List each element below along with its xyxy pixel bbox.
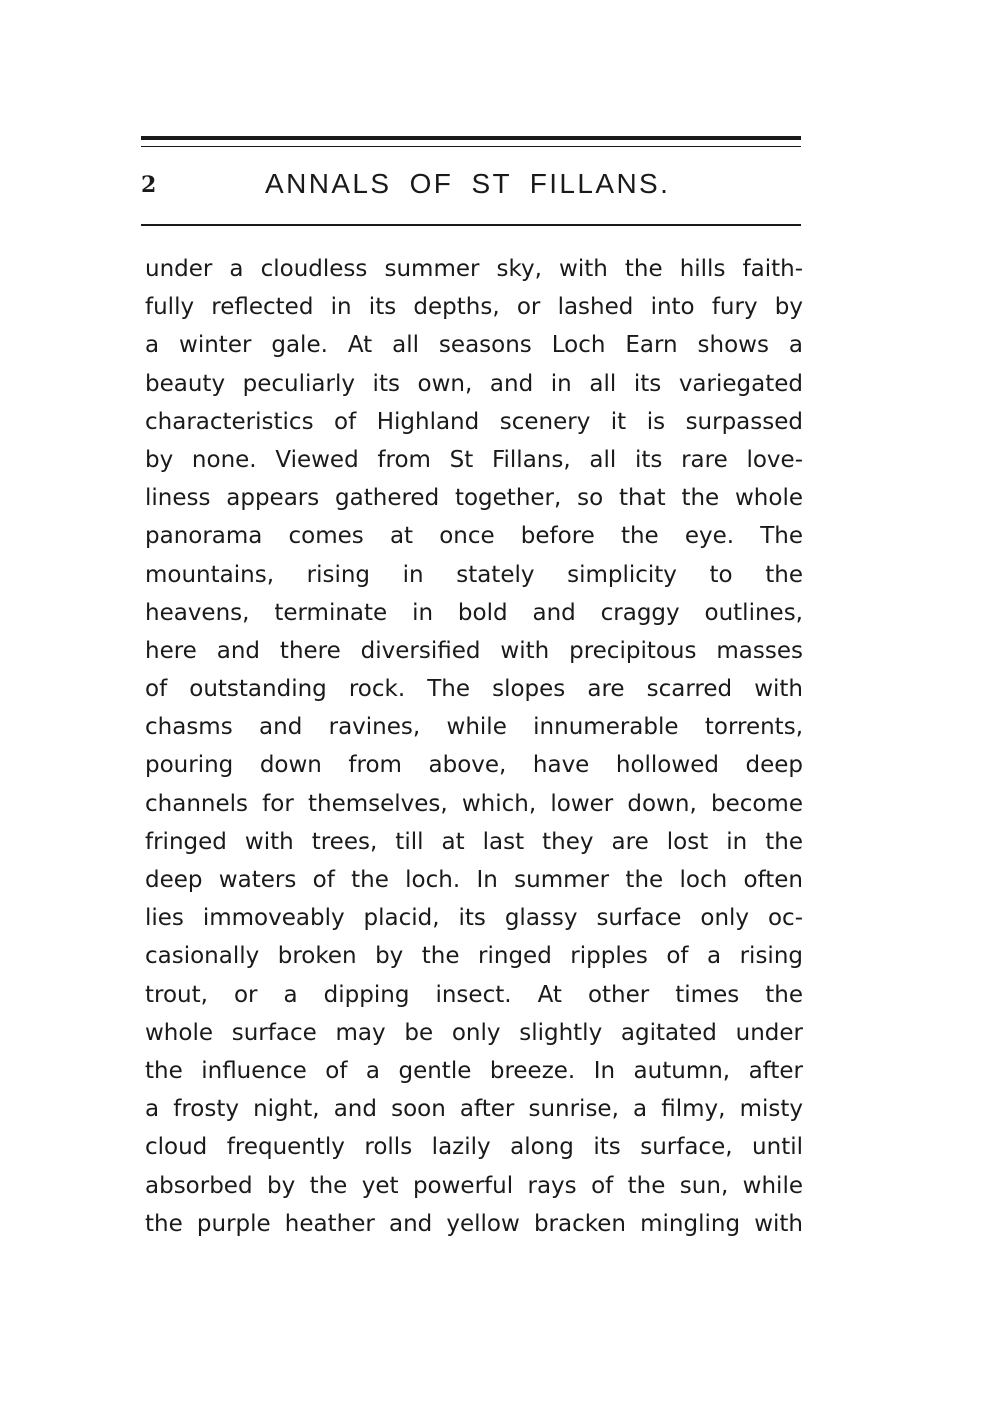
text-line: cloud frequently rolls lazily along its surface, until (145, 1134, 803, 1161)
text-line: deep waters of the loch. In summer the loch often (145, 867, 803, 893)
running-title: ANNALS OF ST FILLANS. (265, 168, 671, 199)
text-line: liness appears gathered together, so that the whole (145, 485, 803, 512)
text-line: chasms and ravines, while innumerable torrents, (145, 714, 803, 741)
text-line: pouring down from above, have hollowed deep (145, 752, 803, 779)
text-line: trout, or a dipping insect. At other times the (145, 981, 803, 1008)
text-line: by none. Viewed from St Fillans, all its rare love- (145, 446, 803, 473)
text-line: of outstanding rock. The slopes are scarred with (145, 676, 803, 703)
text-line: channels for themselves, which, lower down, become (145, 790, 803, 817)
header-underline-rule (141, 224, 801, 226)
text-line: characteristics of Highland scenery it is surpassed (145, 408, 803, 435)
text-line: absorbed by the yet powerful rays of the sun, while (145, 1172, 803, 1199)
text-line: a winter gale. At all seasons Loch Earn shows a (145, 332, 803, 359)
header-double-rule-thin (141, 146, 801, 147)
text-line: the purple heather and yellow bracken mingling with (145, 1210, 803, 1237)
text-line: a frosty night, and soon after sunrise, a filmy, misty (145, 1096, 803, 1123)
text-line: the influence of a gentle breeze. In autumn, after (145, 1057, 803, 1084)
text-line: lies immoveably placid, its glassy surface only oc- (145, 905, 803, 932)
running-head (141, 168, 801, 212)
text-line: mountains, rising in stately simplicity to the (145, 561, 803, 588)
text-line: fringed with trees, till at last they are lost in the (145, 828, 803, 855)
text-line: whole surface may be only slightly agitated under (145, 1019, 803, 1046)
text-line: fully reflected in its depths, or lashed into fury by (145, 294, 803, 321)
page-number: 2 (141, 172, 157, 198)
text-line: beauty peculiarly its own, and in all its variegated (145, 370, 803, 397)
text-line: under a cloudless summer sky, with the hills faith- (145, 256, 803, 282)
text-line: casionally broken by the ringed ripples of a rising (145, 943, 803, 970)
body-paragraph (145, 250, 803, 1243)
text-line: here and there diversified with precipitous masses (145, 637, 803, 664)
text-line: panorama comes at once before the eye. The (145, 523, 803, 550)
header-double-rule-thick (141, 136, 801, 140)
text-line: heavens, terminate in bold and craggy outlines, (145, 599, 803, 626)
